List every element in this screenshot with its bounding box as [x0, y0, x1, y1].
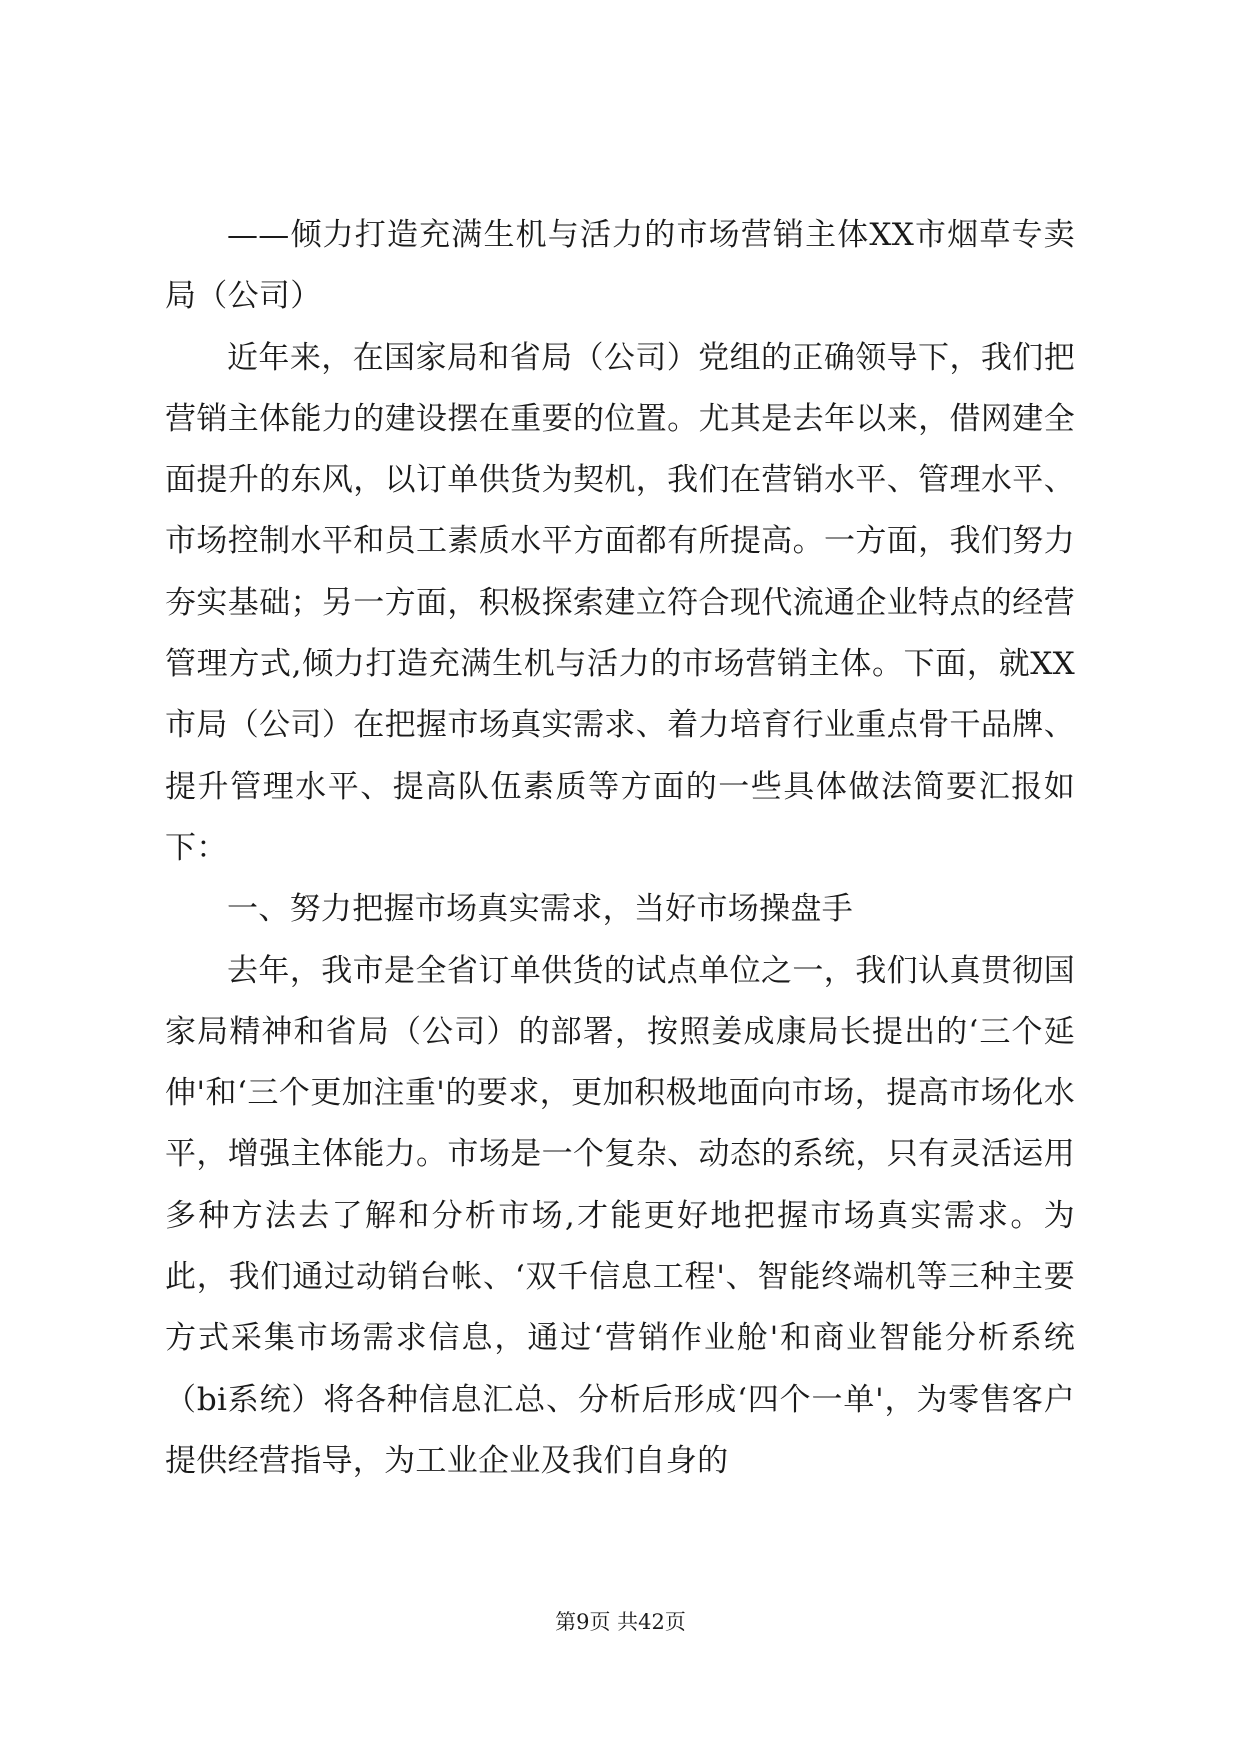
- section-paragraph: 去年，我市是全省订单供货的试点单位之一，我们认真贯彻国家局精神和省局（公司）的部署，按照姜成康局长提出的‘三个延伸'和‘三个更加注重'的要求，更加积极地面向市场，提高市场化水平，增强主体能力。市场是一个复杂、动态的系统，只有灵活运用多种方法去了解和分析市场,才能更好地把握市场真实需求。为此，我们通过动销台帐、‘双千信息工程'、智能终端机等三种主要方式采集市场需求信息，通过‘营销作业舱'和商业智能分析系统（bi系统）将各种信息汇总、分析后形成‘四个一单'，为零售客户提供经营指导，为工业企业及我们自身的: [165, 952, 1075, 1479]
- section-heading: 一、努力把握市场真实需求，当好市场操盘手: [227, 891, 853, 928]
- subtitle-paragraph: ——倾力打造充满生机与活力的市场营销主体XX市烟草专卖局（公司）: [165, 217, 1075, 315]
- document-body: [165, 205, 1075, 1492]
- page-number-footer: 第9页 共42页: [555, 1610, 686, 1634]
- intro-paragraph: 近年来，在国家局和省局（公司）党组的正确领导下，我们把营销主体能力的建设摆在重要的位置。尤其是去年以来，借网建全面提升的东风，以订单供货为契机，我们在营销水平、管理水平、市场控制水平和员工素质水平方面都有所提高。一方面，我们努力夯实基础；另一方面，积极探索建立符合现代流通企业特点的经营管理方式,倾力打造充满生机与活力的市场营销主体。下面，就XX市局（公司）在把握市场真实需求、着力培育行业重点骨干品牌、提升管理水平、提高队伍素质等方面的一些具体做法简要汇报如下：: [165, 339, 1075, 866]
